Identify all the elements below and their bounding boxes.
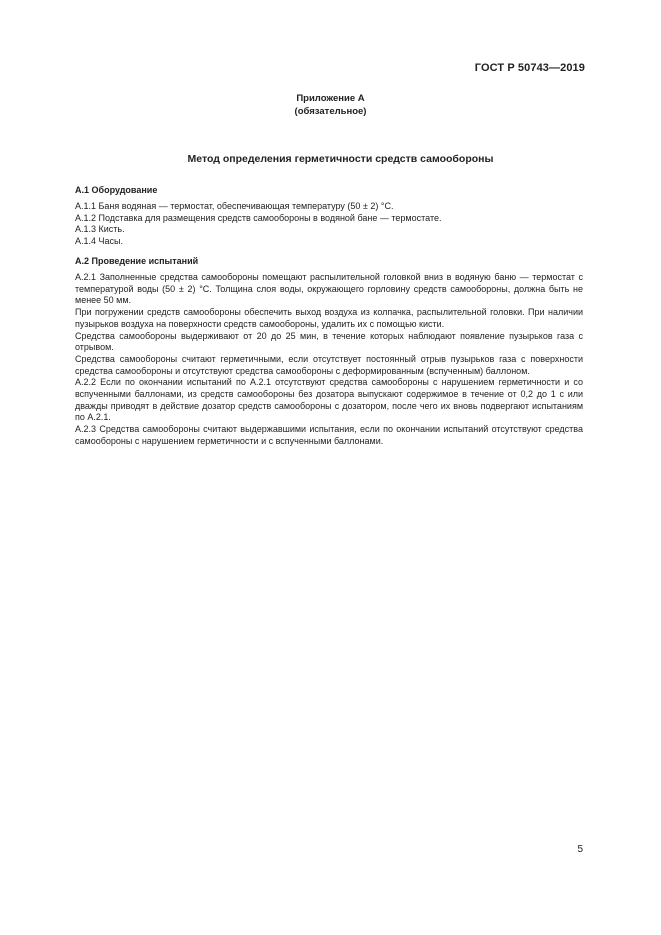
list-item: А.1.1 Баня водяная — термостат, обеспечивающая температуру (50 ± 2) °С. bbox=[75, 201, 394, 211]
paragraph: Средства самообороны выдерживают от 20 до 25 мин, в течение которых наблюдают появление пузырьков газа с отрывом. bbox=[75, 330, 583, 353]
appendix-status: (обязательное) bbox=[294, 106, 367, 117]
list-item: А.1.2 Подставка для размещения средств самообороны в водяной бане — термостате. bbox=[75, 212, 442, 223]
paragraph: А.2.2 Если по окончании испытаний по А.2.1 отсутствуют средства самообороны с нарушением герметичности и со вспученными баллонами, из средств самообороны без дозатора выпускают содержимое в течение от 0,2 до 1 с или дважды приводят в действие дозатор средств самообороны с дозатором, после чего их вновь подвергают испытаниям по А.2.1. bbox=[75, 377, 583, 423]
list-item: А.1.3 Кисть. bbox=[75, 224, 125, 235]
paragraph: Средства самообороны считают герметичными, если отсутствует постоянный отрыв пузырьков газа с поверхности средства самообороны и отсутствуют средства самообороны с деформированным (вспученным) баллоном. bbox=[75, 353, 583, 376]
page-title: Метод определения герметичности средств самообороны bbox=[187, 153, 494, 165]
section-heading-equipment: А.1 Оборудование bbox=[75, 185, 158, 195]
list-item: А.1.4 Часы. bbox=[75, 236, 123, 247]
appendix-label bbox=[0, 92, 661, 118]
equipment-list bbox=[75, 201, 583, 248]
section-heading-testing: А.2 Проведение испытаний bbox=[75, 256, 199, 266]
standard-number: ГОСТ Р 50743—2019 bbox=[474, 62, 585, 74]
paragraph: А.2.3 Средства самообороны считают выдержавшими испытания, если по окончании испытаний отсутствуют средства самообороны с нарушением герметичности и с вспученными баллонами. bbox=[75, 424, 583, 446]
testing-paragraphs bbox=[75, 272, 583, 448]
paragraph: При погружении средств самообороны обеспечить выход воздуха из колпачка, распылительной головки. При наличии пузырьков воздуха на поверхности средств самообороны, удалить их с помощью кисти. bbox=[75, 307, 583, 329]
appendix-title: Приложение А bbox=[296, 93, 365, 104]
page-number: 5 bbox=[577, 844, 583, 855]
paragraph: А.2.1 Заполненные средства самообороны помещают распылительной головкой вниз в водяную баню — термостат с температурой воды (50 ± 2) °С. Толщина слоя воды, окружающего горловину средств самообороны, должна быть не менее 50 мм. bbox=[75, 272, 583, 306]
